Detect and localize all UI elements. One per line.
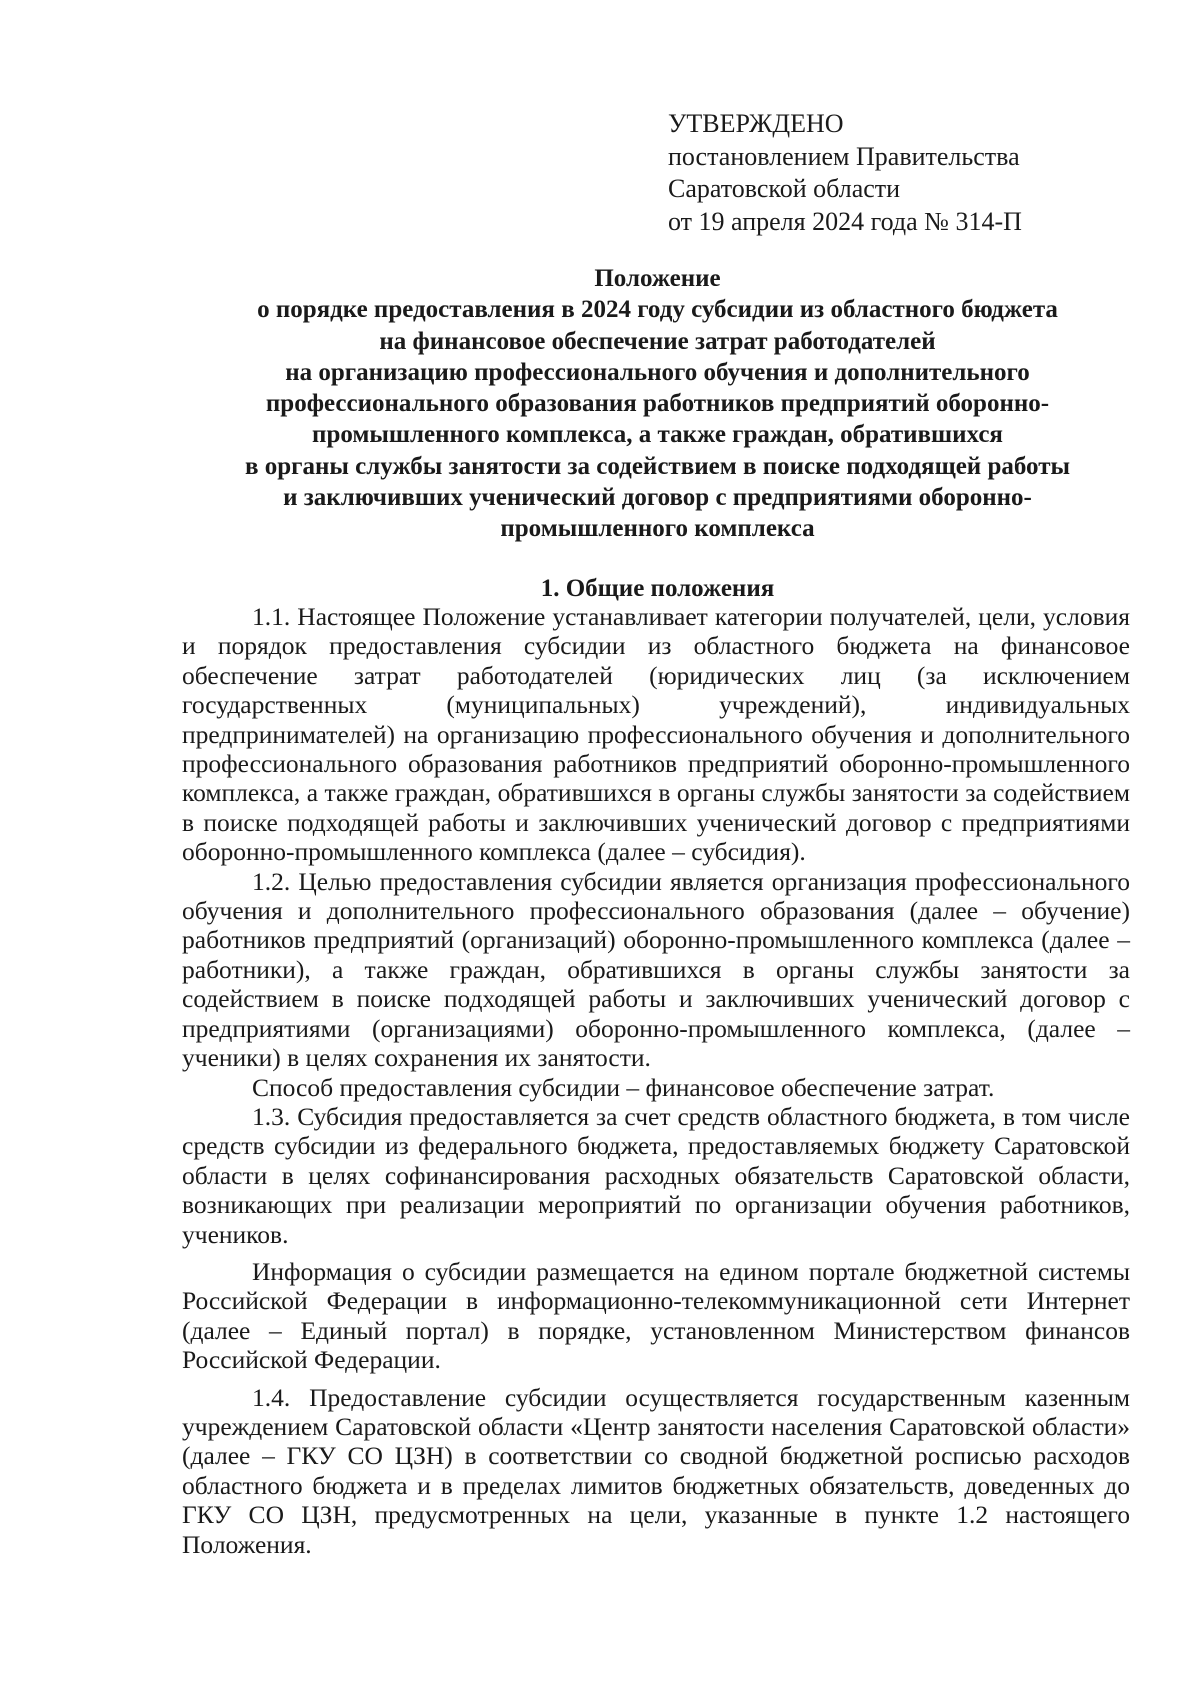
- paragraph-method: Способ предоставления субсидии – финансовое обеспечение затрат.: [252, 1072, 995, 1102]
- title-line: профессионального образования работников предприятий оборонно-: [265, 390, 1050, 418]
- document-title: [170, 263, 1145, 545]
- approval-date-number: от 19 апреля 2024 года № 314-П: [668, 206, 1022, 236]
- title-line: промышленного комплекса: [500, 515, 815, 543]
- paragraph-1-4: 1.4. Предоставление субсидии осуществляется государственным казенным учреждением Саратовской области «Центр занятости населения Саратовской области» (далее – ГКУ СО ЦЗН) в соответствии со сводной бюджетной росписью расходов областного бюджета и в пределах лимитов бюджетных обязательств, доведенных до ГКУ СО ЦЗН, предусмотренных на цели, указанные в пункте 1.2 настоящего Положения.: [182, 1382, 1130, 1559]
- title-line: Положение: [594, 265, 721, 292]
- approval-region: Саратовской области: [668, 174, 901, 203]
- title-line: и заключивших ученический договор с предприятиями оборонно-: [283, 484, 1032, 512]
- paragraph-1-3: 1.3. Субсидия предоставляется за счет средств областного бюджета, в том числе средств субсидии из федерального бюджета, предоставляемых бюджету Саратовской области в целях софинансирования расходных обязательств Саратовской области, возникающих при реализации мероприятий по организации обучения работников, учеников.: [182, 1101, 1130, 1249]
- section-heading: 1. Общие положения: [540, 575, 775, 602]
- paragraph-portal-info: Информация о субсидии размещается на едином портале бюджетной системы Российской Федерации в информационно-телекоммуникационной сети Интернет (далее – Единый портал) в порядке, установленном Министерством финансов Российской Федерации.: [182, 1256, 1130, 1375]
- paragraph-1-2: 1.2. Целью предоставления субсидии является организация профессионального обучения и дополнительного профессионального образования (далее – обучение) работников предприятий (организаций) оборонно-промышленного комплекса (далее – работники), а также граждан, обратившихся в органы службы занятости за содействием в поиске подходящей работы и заключивших ученический договор с предприятиями (организациями) оборонно-промышленного комплекса, (далее – ученики) в целях сохранения их занятости.: [182, 866, 1130, 1073]
- approval-label: УТВЕРЖДЕНО: [668, 109, 844, 138]
- approval-authority: постановлением Правительства: [668, 141, 1020, 171]
- section-body: [182, 602, 1130, 1559]
- title-line: о порядке предоставления в 2024 году субсидии из областного бюджета: [257, 296, 1058, 324]
- paragraph-gap: [182, 1375, 1130, 1383]
- title-line: в органы службы занятости за содействием в поиске подходящей работы: [245, 452, 1070, 480]
- approval-stamp: [668, 108, 1128, 238]
- paragraph-gap: [182, 1249, 1130, 1257]
- title-line: на финансовое обеспечение затрат работодателей: [379, 327, 936, 355]
- title-line: промышленного комплекса, а также граждан, обратившихся: [312, 421, 1003, 449]
- paragraph-1-1: 1.1. Настоящее Положение устанавливает категории получателей, цели, условия и порядок предоставления субсидии из областного бюджета на финансовое обеспечение затрат работодателей (юридических лиц (за исключением государственных (муниципальных) учреждений), индивидуальных предпринимателей) на организацию профессионального обучения и дополнительного профессионального образования работников предприятий оборонно-промышленного комплекса, а также граждан, обратившихся в органы службы занятости за содействием в поиске подходящей работы и заключивших ученический договор с предприятиями оборонно-промышленного комплекса (далее – субсидия).: [182, 602, 1130, 867]
- title-line: на организацию профессионального обучения и дополнительного: [285, 358, 1030, 386]
